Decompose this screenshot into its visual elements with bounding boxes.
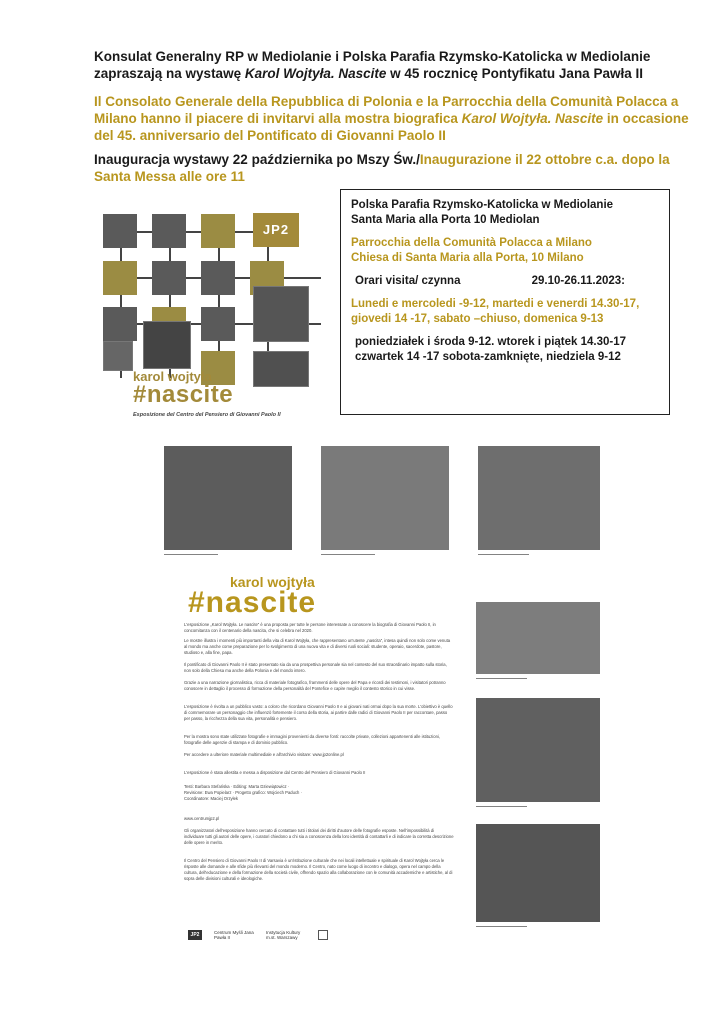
header-polish-text-end: w 45 rocznicę Pontyfikatu Jana Pawła II xyxy=(386,66,643,81)
parish-name-polish: Polska Parafia Rzymsko-Katolicka w Mediolanie xyxy=(351,199,614,211)
poster-photo-tile xyxy=(201,261,235,295)
warsaw-crest-icon xyxy=(318,930,328,940)
poster-subtitle: Esposizione del Centro del Pensiero di Giovanni Paolo II xyxy=(133,412,281,418)
poster-photo-tile xyxy=(152,261,186,295)
brochure-photo-cardinal xyxy=(476,824,600,922)
header-italian-text-end: in occasione del 45. anniversario del Pontificato di Giovanni Paolo II xyxy=(94,111,689,143)
brochure-para: Gli organizzatori dell'esposizione hanno cercato di contattare tutti i titolari dei diritti d'autore delle fotografie esposte. Nell'impossibilità di individuare tutti gli autori delle opere, i curatori chiedono a chi sia a conoscenza della loro identità di contattarli e di indicare la corretta descrizione delle opere in merito. xyxy=(184,828,454,845)
brochure-para: L'esposizione è rivolta a un pubblico vasto: a coloro che ricordano Giovanni Paolo II e ai giovani nati ormai dopo la sua morte. L'obiettivo è quello di commemorare un personaggio che influenzò fortemente il corso della storia, ai partire dalle radici di Giovanni Paolo II per raccontare, passo per passo, la ricchezza della sua vita, personalità e pensiero. xyxy=(184,704,453,721)
parish-address-italian: Chiesa di Santa Maria alla Porta, 10 Milano xyxy=(351,252,584,264)
brochure-para: Per la mostra sono state utilizzate fotografie e immagini provenienti da diverse fonti: raccolte private, collezioni appartenenti alle istituzioni, fotografie delle agenzie di stampa e di dominio pubblico. xyxy=(184,734,441,745)
brochure-para: L'esposizione è stata allestita e messa a disposizione dal Centro del Pensiero di Giovanni Paolo II xyxy=(184,770,366,775)
header-polish xyxy=(94,48,694,82)
centrum-logo-text: Centrum Myśli Jana Pawła II xyxy=(214,930,254,940)
opening-hours-polish: poniedziałek i środa 9-12. wtorek i piątek 14.30-17 czwartek 14 -17 sobota-zamknięte, niedziela 9-12 xyxy=(355,336,627,363)
poster-karol-wojtyla: karol wojtyła xyxy=(133,369,212,384)
brochure-hashtag: #nascite xyxy=(188,586,317,619)
caption-line: ▬▬▬▬▬▬▬▬▬▬▬▬▬▬▬▬▬▬ xyxy=(164,552,218,556)
brochure-para: Il Centro del Pensiero di Giovanni Paolo II di Varsavia è un'istituzione culturale che nei locali intellettuale e spirituale di Karol Wojtyła cerca le risposte alle domande e alle sfide più rilevanti del mondo moderno. Il Centro, nato come luogo di incontro e dialogo, opera nel campo della cultura, dell'educazione e della formazione della società civile, offrendo spazio alla collaborazione con le comunità accademiche e artistiche, al di sopra delle divisioni culturali e ideologiche. xyxy=(184,858,453,881)
opening-dates: 29.10-26.11.2023: xyxy=(531,275,625,287)
inauguration-line xyxy=(94,151,694,185)
caption-line: ▬▬▬▬▬▬▬▬▬▬▬▬▬▬▬▬▬▬ xyxy=(321,552,375,556)
jp2-logo: JP2 xyxy=(188,930,202,940)
poster-photo-tile xyxy=(201,307,235,341)
parish-address-polish: Santa Maria alla Porta 10 Mediolan xyxy=(351,214,540,226)
brochure-photo-crowd xyxy=(478,446,600,550)
caption-line: ▬▬▬▬▬▬▬▬▬▬▬▬▬▬▬▬▬ xyxy=(476,804,527,808)
brochure-karol-wojtyla: karol wojtyła xyxy=(230,574,315,590)
brochure-site: www.centrumjp2.pl xyxy=(184,816,220,821)
poster-gold-tile xyxy=(201,214,235,248)
exhibition-brochure xyxy=(158,440,600,964)
opening-hours-row xyxy=(355,274,625,289)
poster-pope-photo xyxy=(253,286,309,342)
opening-hours-label: Orari visita/ czynna xyxy=(355,275,461,287)
poster-boy-photo xyxy=(253,351,309,387)
opening-hours-italian: Lunedi e mercoledi -9-12, martedi e venerdi 14.30-17, giovedi 14 -17, sabato –chiuso, domenica 9-13 xyxy=(351,298,640,325)
poster-gold-tile xyxy=(103,261,137,295)
header-polish-line2 xyxy=(94,65,694,82)
brochure-photo-doorway xyxy=(476,698,600,802)
venue-info-box xyxy=(340,189,670,415)
brochure-credits: Testi: Barbara Stefańska · Editing: Marta Dziewiątowicz · Revisione: Ewa Popielarz · Progetto grafico: Wojciech Paduch · Coordinatore: Maciej Orzyłek xyxy=(184,784,302,801)
exhibition-title: Karol Wojtyła. Nascite xyxy=(244,66,387,81)
poster-photo-tile xyxy=(103,307,137,341)
parish-name-italian: Parrocchia della Comunità Polacca a Milano xyxy=(351,237,592,249)
brochure-para: Il pontificato di Giovanni Paolo II è stato presentato sia da una prospettiva personale sia nel contesto del suo straordinario impatto sulla storia, non solo della Chiesa ma anche della Polonia e del mondo intero. xyxy=(184,662,447,673)
header-italian xyxy=(94,93,694,144)
brochure-para: L'esposizione „Karol Wojtyła. Le nascite” è una proposta per tutte le persone interessate a conoscere la biografia di Giovanni Paolo II, in concomitanza con il centenario della nascita, che si celebra nel 2020. xyxy=(184,622,436,633)
inauguration-italian: Inaugurazione il 22 ottobre c.a. dopo la Santa Messa alle ore 11 xyxy=(94,152,670,184)
brochure-logos xyxy=(188,930,328,940)
header-polish-line1: Konsulat Generalny RP w Mediolanie i Polska Parafia Rzymsko-Katolicka w Mediolanie xyxy=(94,49,651,64)
poster-photo-tile xyxy=(103,214,137,248)
exhibition-poster xyxy=(103,211,321,431)
poster-portrait-photo xyxy=(143,321,191,369)
brochure-photo-group xyxy=(476,602,600,674)
institution-logo-text: Instytucja Kultury m.st. Warszawy xyxy=(266,930,301,940)
caption-line: ▬▬▬▬▬▬▬▬▬▬▬▬▬▬▬▬▬ xyxy=(476,676,527,680)
brochure-para: Grazie a una narrazione giornalistica, ricca di materiale fotografico, frammenti delle opere del Papa e ricordi dei testimoni, i visitatori potranno conoscere in dettaglio il processo di formazione della personalità del Pontefice e capire meglio il contesto storico in cui visse. xyxy=(184,680,446,691)
poster-child-photo xyxy=(103,341,133,371)
jp2-badge: JP2 xyxy=(253,213,299,247)
inauguration-polish: Inauguracja wystawy 22 października po Mszy Św./ xyxy=(94,152,420,167)
header-italian-text: Il Consolato Generale della Repubblica di Polonia e la Parrocchia della Comunità Polacca a Milano hanno il piacere di invitarvi alla mostra biografica xyxy=(94,94,679,126)
brochure-para: Per accedere a ulteriore materiale multimediale e all'archivio visitare: www.jp2online.pl xyxy=(184,752,344,757)
brochure-para: Le mostre illustra i momenti più importanti della vita di Karol Wojtyła, che rappresentano un'utente „nascita”, intesa quindi non solo come venuta al mondo ma anche come preparazione per lo svolgimento di una nuova vita e di diversi ruoli sociali: studente, operaio, sacerdote, pastore, studioso e, alla fine, papa. xyxy=(184,638,451,655)
brochure-photo-motorcycle xyxy=(321,446,449,550)
poster-photo-tile xyxy=(152,214,186,248)
caption-line: ▬▬▬▬▬▬▬▬▬▬▬▬▬▬▬▬▬ xyxy=(476,924,527,928)
poster-hashtag: #nascite xyxy=(133,381,234,408)
caption-line: ▬▬▬▬▬▬▬▬▬▬▬▬▬▬▬▬▬ xyxy=(478,552,529,556)
header-polish-text: zapraszają na wystawę xyxy=(94,66,245,81)
exhibition-title-italian: Karol Wojtyła. Nascite xyxy=(461,111,604,126)
brochure-photo-priest xyxy=(164,446,292,550)
